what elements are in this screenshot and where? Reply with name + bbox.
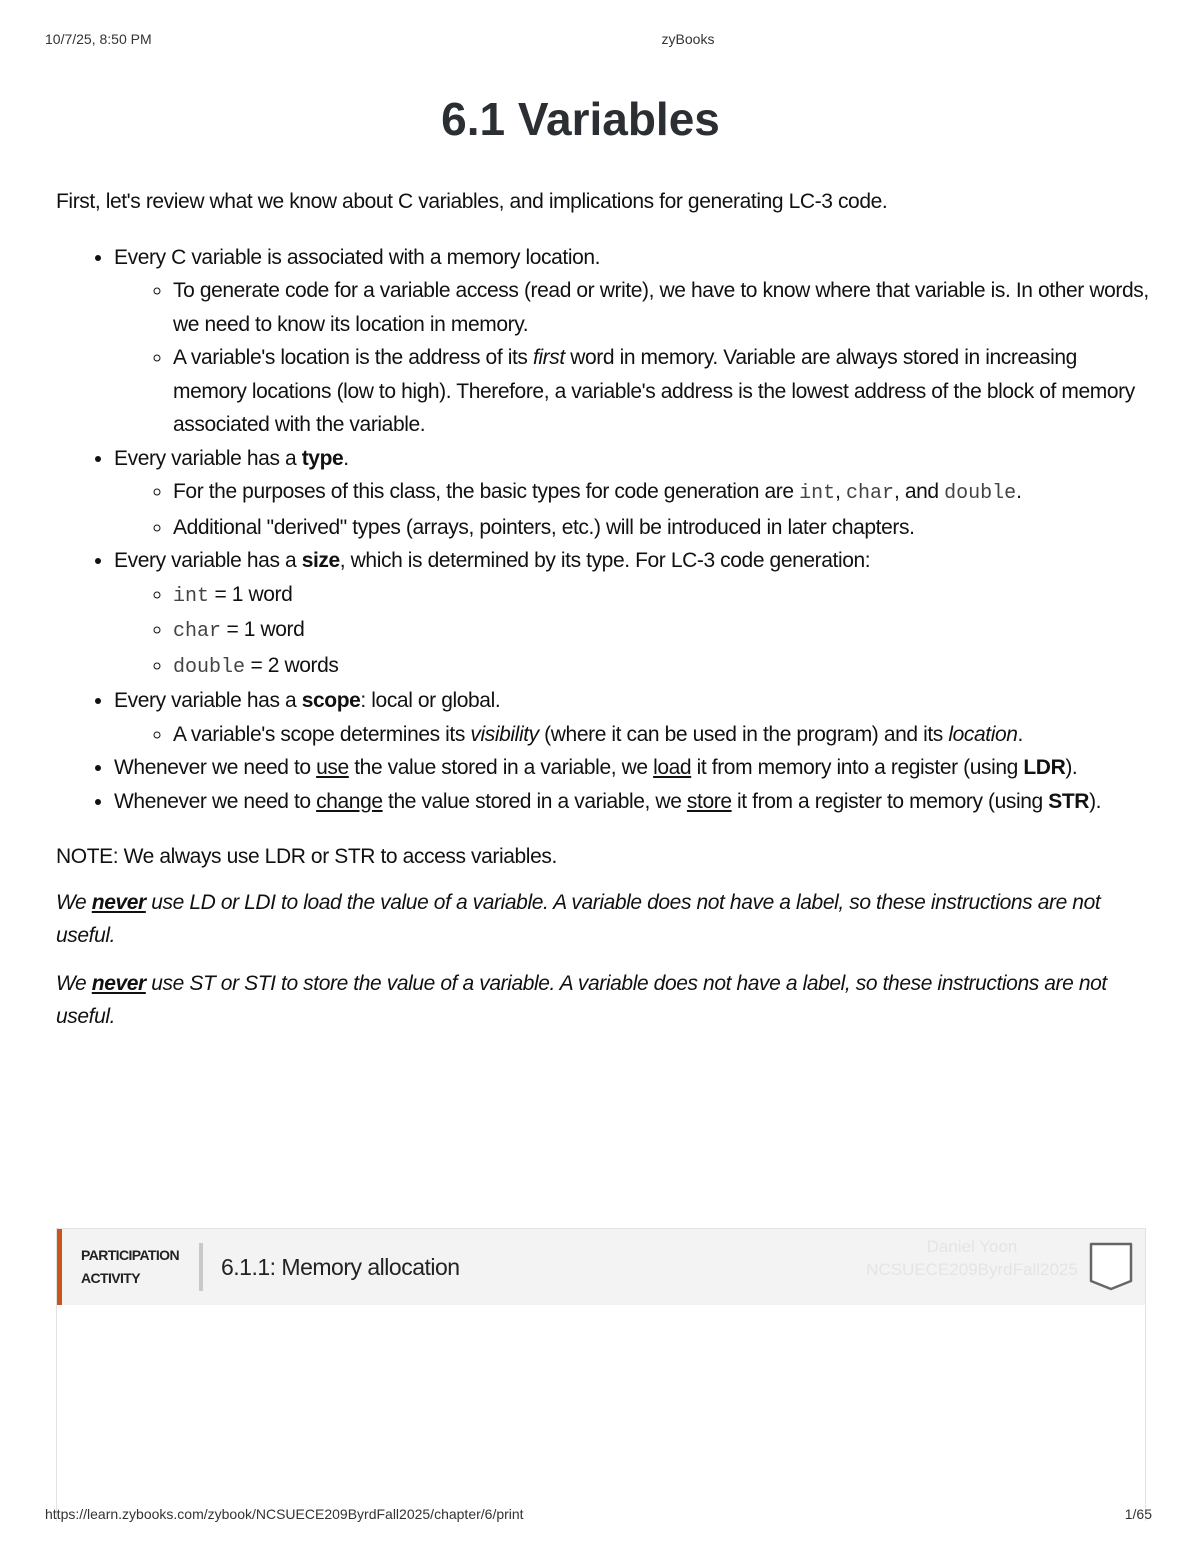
watermark-name: Daniel Yoon [926,1237,1018,1256]
emphasis-location: location [948,722,1018,746]
section-title: 6.1 Variables [441,93,720,145]
text-run: word in memory. Variable are always stored in increasing memory locations (low to high). Therefore, a variable's address is the lowest address of the block of memory associated with the variable. [173,346,1135,436]
intro-paragraph: First, let's review what we know about C variables, and implications for generating LC-3 code. [56,190,888,213]
code-double: double [173,655,246,679]
text-run: the value stored in a variable, we [382,789,687,813]
text-run: the value stored in a variable, we [348,756,654,779]
participation-activity [56,1228,1146,1521]
watermark-course: NCSUECE209ByrdFall2025 [866,1260,1078,1279]
activity-type-label [62,1244,199,1290]
text-run: use LD or LDI to load the value of a variable. A variable does not have a label, so these instructions are not useful. [56,890,1101,947]
sublist-item [173,718,1151,752]
text-run: it from memory into a register (using [691,756,1024,779]
term-ldr: LDR [1023,756,1066,779]
text-run: Whenever we need to [114,789,317,813]
sublist-item [173,649,1151,685]
text-run: We [56,971,92,995]
memory-sublist [114,274,1151,442]
print-datetime: 10/7/25, 8:50 PM [45,31,152,47]
emphasis-never: never [91,890,146,914]
sublist-item [173,475,1151,511]
text-run: , [835,480,846,503]
text-run: , which is determined by its type. For LC-3 code generation: [339,549,871,572]
size-sublist [114,578,1151,685]
scope-sublist [114,718,1151,752]
term-str: STR [1048,789,1090,813]
text-run: , and [893,480,945,503]
code-int: int [799,482,836,505]
list-item-store [114,785,1151,819]
sublist-item [173,341,1151,442]
text-run: Every variable has a [114,689,302,712]
memory-sub1-text: To generate code for a variable access (read or write), we have to know where that variable is. In other words, we need to know its location in memory. [173,279,1149,336]
type-sublist [114,475,1151,544]
code-char: char [845,482,894,505]
variable-facts-list [56,241,1151,819]
print-url: https://learn.zybooks.com/zybook/NCSUECE209ByrdFall2025/chapter/6/print [45,1506,524,1522]
activity-title: 6.1.1: Memory allocation [221,1253,460,1280]
text-run: ). [1089,789,1102,813]
text-run: Every variable has a [114,446,302,470]
sublist-item [173,613,1151,649]
list-item-memory [114,241,1151,442]
text-run: use ST or STI to store the value of a variable. A variable does not have a label, so these instructions are not useful. [56,971,1107,1028]
underline-store: store [686,789,732,813]
term-scope: scope [301,689,361,712]
size-value: = 1 word [209,582,293,606]
code-double: double [944,482,1017,505]
list-item-scope [114,684,1151,751]
text-run: . [1017,722,1023,746]
header-divider [199,1243,203,1291]
text-run: Every variable has a [114,549,302,572]
print-site-name: zyBooks [661,31,715,47]
warning-st-paragraph [56,967,1151,1034]
size-value: = 2 words [245,653,339,677]
activity-header [57,1229,1145,1305]
sublist-item [173,511,1151,545]
list-item-type [114,442,1151,545]
emphasis-first: first [532,346,565,369]
code-int: int [173,584,210,608]
text-run: . [343,446,349,470]
emphasis-visibility: visibility [470,722,539,746]
print-page-number: 1/65 [1124,1506,1152,1522]
text-run: . [1016,480,1022,503]
term-type: type [301,446,344,470]
activity-type-line2: ACTIVITY [81,1270,140,1286]
text-run: We [56,890,92,914]
bookmark-icon[interactable] [1088,1241,1134,1296]
emphasis-never: never [91,971,146,995]
term-size: size [301,549,340,572]
sublist-item [173,578,1151,614]
text-run: (where it can be used in the program) and its [538,722,949,746]
watermark [822,1235,1122,1281]
underline-use: use [316,756,349,779]
section-content [56,185,1151,1048]
list-item-load [114,751,1151,785]
text-run: ). [1065,756,1078,779]
memory-bullet-text: Every C variable is associated with a memory location. [114,245,601,269]
code-char: char [173,620,222,643]
text-run: Whenever we need to [114,756,317,779]
text-run: : local or global. [360,689,501,712]
size-value: = 1 word [221,618,305,641]
text-run: A variable's scope determines its [173,722,471,746]
text-run: it from a register to memory (using [731,789,1049,813]
activity-type-line1: PARTICIPATION [81,1247,179,1263]
sublist-item [173,274,1151,341]
warning-ld-paragraph [56,886,1151,953]
text-run: For the purposes of this class, the basic types for code generation are [173,480,800,503]
text-run: A variable's location is the address of its [173,346,533,369]
note-paragraph: NOTE: We always use LDR or STR to access variables. [56,845,557,868]
list-item-size [114,544,1151,684]
derived-types-text: Additional "derived" types (arrays, pointers, etc.) will be introduced in later chapters. [173,515,915,539]
underline-load: load [653,756,692,779]
underline-change: change [316,789,383,813]
